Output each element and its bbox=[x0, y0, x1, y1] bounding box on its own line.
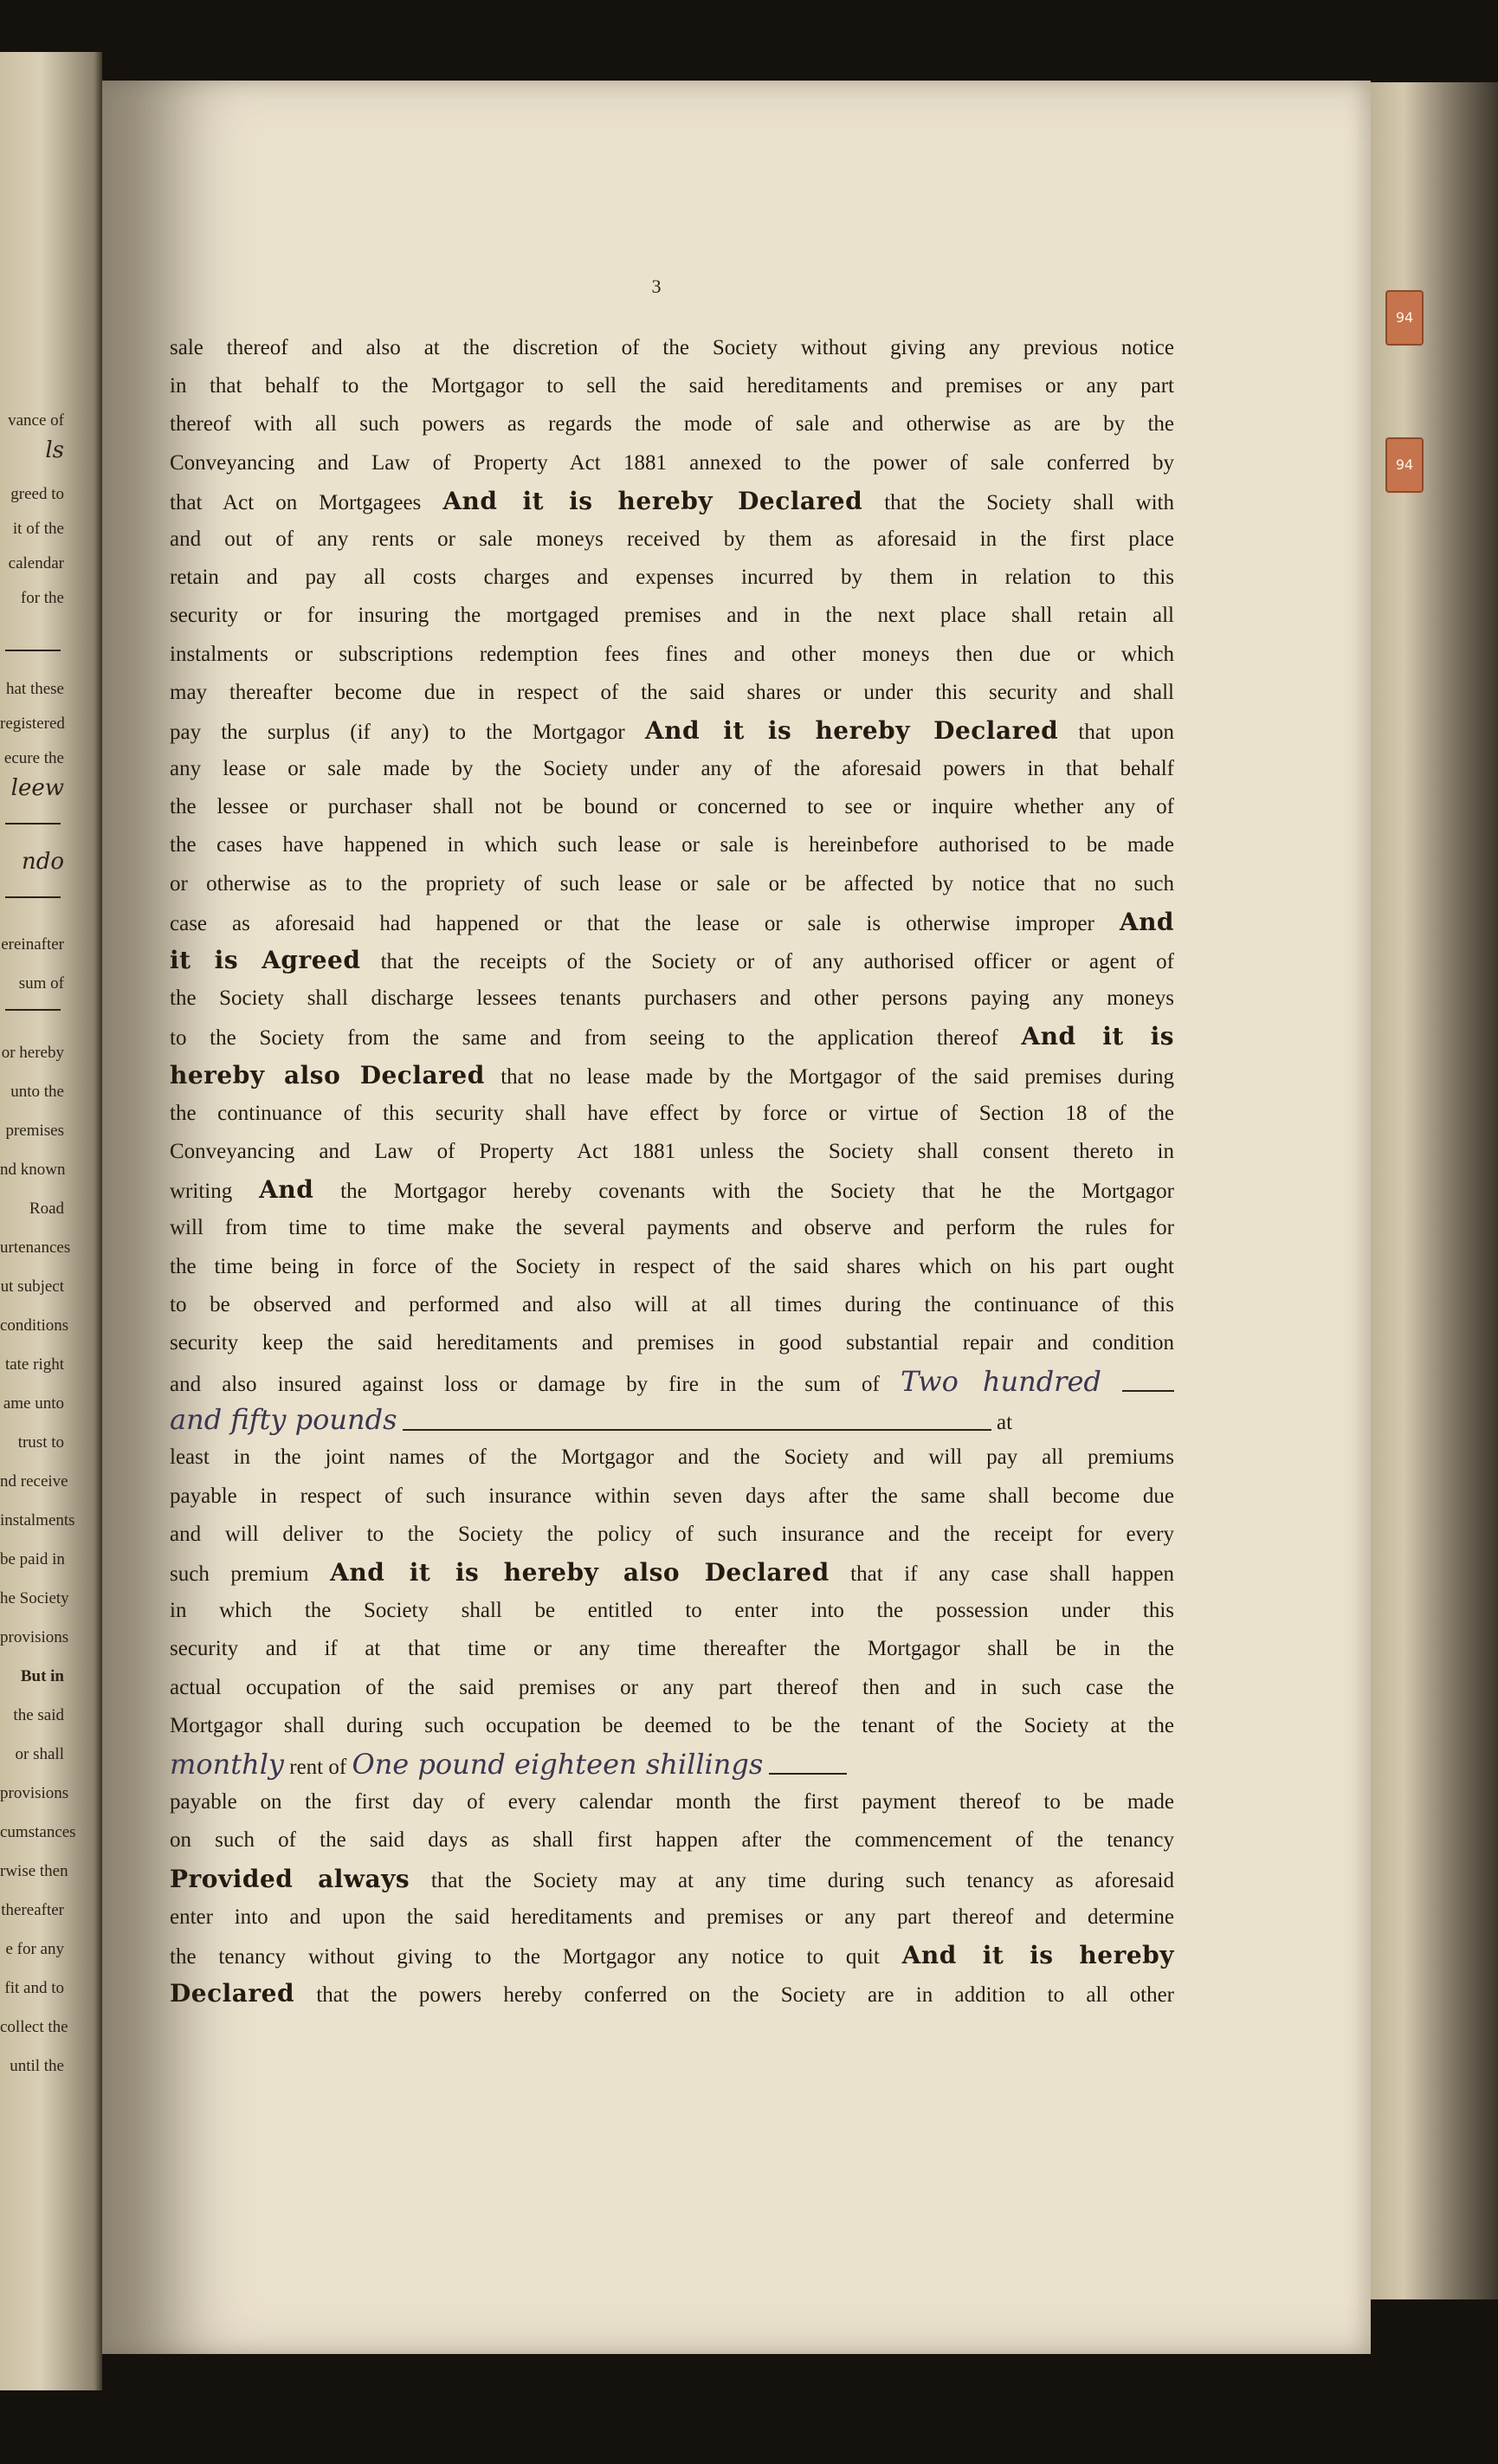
text-line bbox=[170, 1171, 1174, 1209]
left-fragment: ecure the bbox=[3, 749, 64, 767]
left-fragment: urtenances bbox=[0, 1238, 71, 1257]
left-fragment: be paid in bbox=[0, 1550, 65, 1568]
text-line: the continuance of this security shall have effect by force or virtue of Section 18 of the bbox=[170, 1101, 1174, 1125]
left-fragment: collect the bbox=[0, 2018, 68, 2036]
text-line: security or for insuring the mortgaged premises and in the next place shall retain all bbox=[170, 604, 1174, 628]
text-run: that no lease made by the Mortgagor of the said premises during bbox=[500, 1064, 1174, 1089]
text-run: that upon bbox=[1078, 720, 1175, 744]
text-run: the tenancy without giving to the Mortgagor any notice to quit bbox=[170, 1944, 880, 1969]
text-run: and also insured against loss or damage by fire in the sum of bbox=[170, 1373, 880, 1397]
handwritten-term: monthly bbox=[170, 1747, 284, 1781]
left-fragment: he Society bbox=[0, 1589, 69, 1607]
left-fragment: premises bbox=[5, 1122, 64, 1140]
text-line bbox=[170, 482, 1174, 521]
left-fragment: tate right bbox=[4, 1355, 64, 1374]
text-line bbox=[170, 1400, 1174, 1439]
text-line bbox=[170, 712, 1174, 750]
left-fragment: or shall bbox=[15, 1745, 64, 1763]
left-fragment: greed to bbox=[10, 485, 64, 503]
text-line: may thereafter become due in respect of the said shares or under this security and shall bbox=[170, 680, 1174, 704]
text-line: enter into and upon the said hereditaments and premises or any part thereof and determine bbox=[170, 1905, 1174, 1929]
text-line bbox=[170, 941, 1174, 980]
text-line: payable in respect of such insurance within seven days after the same shall become due bbox=[170, 1484, 1174, 1508]
text-line: the time being in force of the Society in respect of the said shares which on his part ought bbox=[170, 1254, 1174, 1278]
text-line: security and if at that time or any time thereafter the Mortgagor shall be in the bbox=[170, 1637, 1174, 1661]
text-line: and will deliver to the Society the policy of such insurance and the receipt for every bbox=[170, 1522, 1174, 1546]
handwritten-amount: Two hundred bbox=[900, 1365, 1101, 1399]
text-run: such premium bbox=[170, 1562, 309, 1586]
text-line: to be observed and performed and also will at all times during the continuance of this bbox=[170, 1292, 1174, 1316]
left-handwriting: ls bbox=[45, 437, 64, 463]
text-run: to the Society from the same and from seeing to the application thereof bbox=[170, 1026, 998, 1051]
text-line: sale thereof and also at the discretion of the Society without giving any previous notice bbox=[170, 336, 1174, 359]
blackletter-heading: Provided always bbox=[170, 1864, 410, 1893]
left-rule bbox=[5, 650, 61, 651]
left-fragment: Road bbox=[29, 1200, 64, 1218]
text-line: will from time to time make the several payments and observe and perform the rules for bbox=[170, 1216, 1174, 1240]
blackletter-heading: And bbox=[1119, 907, 1175, 936]
text-line: the lessee or purchaser shall not be bound or concerned to see or inquire whether any of bbox=[170, 795, 1174, 819]
text-run: the Mortgagor hereby covenants with the Society that he the Mortgagor bbox=[340, 1180, 1175, 1204]
text-line: on such of the said days as shall first happen after the commencement of the tenancy bbox=[170, 1828, 1174, 1853]
left-fragment: until the bbox=[10, 2057, 64, 2075]
text-run: that the Society may at any time during such tenancy as aforesaid bbox=[430, 1868, 1175, 1892]
left-fragment: instalments bbox=[0, 1511, 75, 1529]
left-fragment: conditions bbox=[0, 1316, 69, 1335]
text-line: in which the Society shall be entitled to enter into the possession under this bbox=[170, 1599, 1174, 1623]
left-fragment: vance of bbox=[8, 411, 64, 430]
text-line: instalments or subscriptions redemption fees fines and other moneys then due or which bbox=[170, 642, 1174, 666]
left-fragment: fit and to bbox=[4, 1979, 64, 1997]
left-handwriting: leew bbox=[10, 775, 64, 801]
text-line: actual occupation of the said premises or any part thereof then and in such case the bbox=[170, 1675, 1174, 1699]
text-run: that Act on Mortgagees bbox=[170, 490, 422, 514]
text-run: that if any case shall happen bbox=[850, 1562, 1174, 1586]
blackletter-heading: And it is hereby also Declared bbox=[330, 1558, 830, 1587]
fill-rule bbox=[1122, 1380, 1174, 1392]
text-line: retain and pay all costs charges and expenses incurred by them in relation to this bbox=[170, 566, 1174, 590]
text-line: in that behalf to the Mortgagor to sell the said hereditaments and premises or any part bbox=[170, 374, 1174, 398]
left-fragment: cumstances bbox=[0, 1823, 76, 1841]
text-run: case as aforesaid had happened or that the lease or sale is otherwise improper bbox=[170, 911, 1094, 935]
left-fragment: ut subject bbox=[0, 1277, 64, 1296]
page-number: 3 bbox=[651, 275, 662, 297]
text-line bbox=[170, 1554, 1174, 1592]
left-fragment: unto the bbox=[10, 1083, 64, 1101]
page-stack-edge bbox=[1364, 82, 1498, 2299]
blackletter-heading: Declared bbox=[170, 1979, 295, 2008]
facing-page-edge bbox=[0, 52, 102, 2390]
text-line bbox=[170, 1860, 1174, 1898]
text-run: at bbox=[997, 1411, 1013, 1435]
text-line: the cases have happened in which such lease or sale is hereinbefore authorised to be made bbox=[170, 833, 1174, 857]
blackletter-heading: it is Agreed bbox=[170, 946, 361, 974]
text-line bbox=[170, 1745, 1174, 1783]
blackletter-heading: And bbox=[259, 1175, 314, 1205]
left-fragment: trust to bbox=[17, 1433, 64, 1452]
revenue-stamp: 94 bbox=[1385, 290, 1424, 346]
left-handwriting: ndo bbox=[21, 849, 64, 875]
handwritten-amount: and fifty pounds bbox=[170, 1403, 397, 1437]
left-fragment: hat these bbox=[5, 680, 64, 698]
text-line: security keep the said hereditaments and premises in good substantial repair and condition bbox=[170, 1330, 1174, 1355]
left-fragment: ereinafter bbox=[1, 935, 64, 954]
left-rule bbox=[5, 1009, 61, 1011]
text-run: that the Society shall with bbox=[884, 490, 1175, 514]
left-fragment: or hereby bbox=[1, 1044, 64, 1062]
text-line bbox=[170, 1057, 1174, 1095]
left-fragment: it of the bbox=[12, 520, 64, 538]
left-fragment: registered bbox=[0, 715, 65, 733]
blackletter-heading: hereby also Declared bbox=[170, 1060, 485, 1090]
text-line: or otherwise as to the propriety of such lease or sale or be affected by notice that no such bbox=[170, 871, 1174, 896]
text-line bbox=[170, 1362, 1174, 1400]
fill-rule bbox=[769, 1762, 847, 1775]
text-run: writing bbox=[170, 1180, 233, 1204]
text-line: any lease or sale made by the Society under any of the aforesaid powers in that behalf bbox=[170, 757, 1174, 781]
document-page bbox=[102, 81, 1371, 2354]
blackletter-heading: And it is hereby Declared bbox=[442, 486, 863, 515]
revenue-stamp: 94 bbox=[1385, 437, 1424, 493]
text-line bbox=[170, 1018, 1174, 1056]
left-fragment: nd receive bbox=[0, 1472, 68, 1491]
left-fragment: e for any bbox=[5, 1940, 64, 1958]
blackletter-heading: And it is bbox=[1021, 1022, 1174, 1051]
left-rule bbox=[5, 896, 61, 898]
text-line: Mortgagor shall during such occupation be deemed to be the tenant of the Society at the bbox=[170, 1713, 1174, 1737]
text-line: the Society shall discharge lessees tenants purchasers and other persons paying any moneys bbox=[170, 986, 1174, 1011]
blackletter-heading: And it is hereby bbox=[901, 1940, 1174, 1969]
text-line: least in the joint names of the Mortgagor and the Society and will pay all premiums bbox=[170, 1445, 1174, 1470]
text-line: Conveyancing and Law of Property Act 1881 unless the Society shall consent thereto in bbox=[170, 1139, 1174, 1163]
left-fragment: provisions bbox=[0, 1784, 69, 1802]
handwritten-rent: One pound eighteen shillings bbox=[352, 1747, 764, 1781]
text-line bbox=[170, 903, 1174, 941]
text-line bbox=[170, 1937, 1174, 1975]
left-fragment: calendar bbox=[8, 554, 64, 572]
left-fragment: provisions bbox=[0, 1628, 69, 1646]
text-run: rent of bbox=[289, 1755, 347, 1779]
left-fragment: thereafter bbox=[1, 1901, 64, 1919]
left-fragment: nd known bbox=[0, 1161, 66, 1179]
text-run: that the receipts of the Society or of any authorised officer or agent of bbox=[380, 950, 1174, 973]
left-rule bbox=[5, 823, 61, 825]
text-line: payable on the first day of every calendar month the first payment thereof to be made bbox=[170, 1790, 1174, 1814]
left-fragment: the said bbox=[13, 1706, 64, 1724]
text-run: that the powers hereby conferred on the Society are in addition to all other bbox=[316, 1983, 1174, 2008]
text-line bbox=[170, 1975, 1174, 2013]
left-fragment: ame unto bbox=[3, 1394, 64, 1413]
text-run: pay the surplus (if any) to the Mortgagor bbox=[170, 720, 625, 744]
left-fragment: rwise then bbox=[0, 1862, 68, 1880]
left-fragment: sum of bbox=[18, 974, 64, 993]
text-line: thereof with all such powers as regards the mode of sale and otherwise as are by the bbox=[170, 412, 1174, 437]
text-line: and out of any rents or sale moneys received by them as aforesaid in the first place bbox=[170, 527, 1174, 551]
left-fragment: for the bbox=[20, 589, 64, 607]
text-line: Conveyancing and Law of Property Act 1881 annexed to the power of sale conferred by bbox=[170, 450, 1174, 475]
fill-rule bbox=[403, 1419, 991, 1431]
left-fragment: But in bbox=[20, 1667, 64, 1685]
deed-body bbox=[170, 329, 1174, 2013]
blackletter-heading: And it is hereby Declared bbox=[644, 715, 1059, 745]
